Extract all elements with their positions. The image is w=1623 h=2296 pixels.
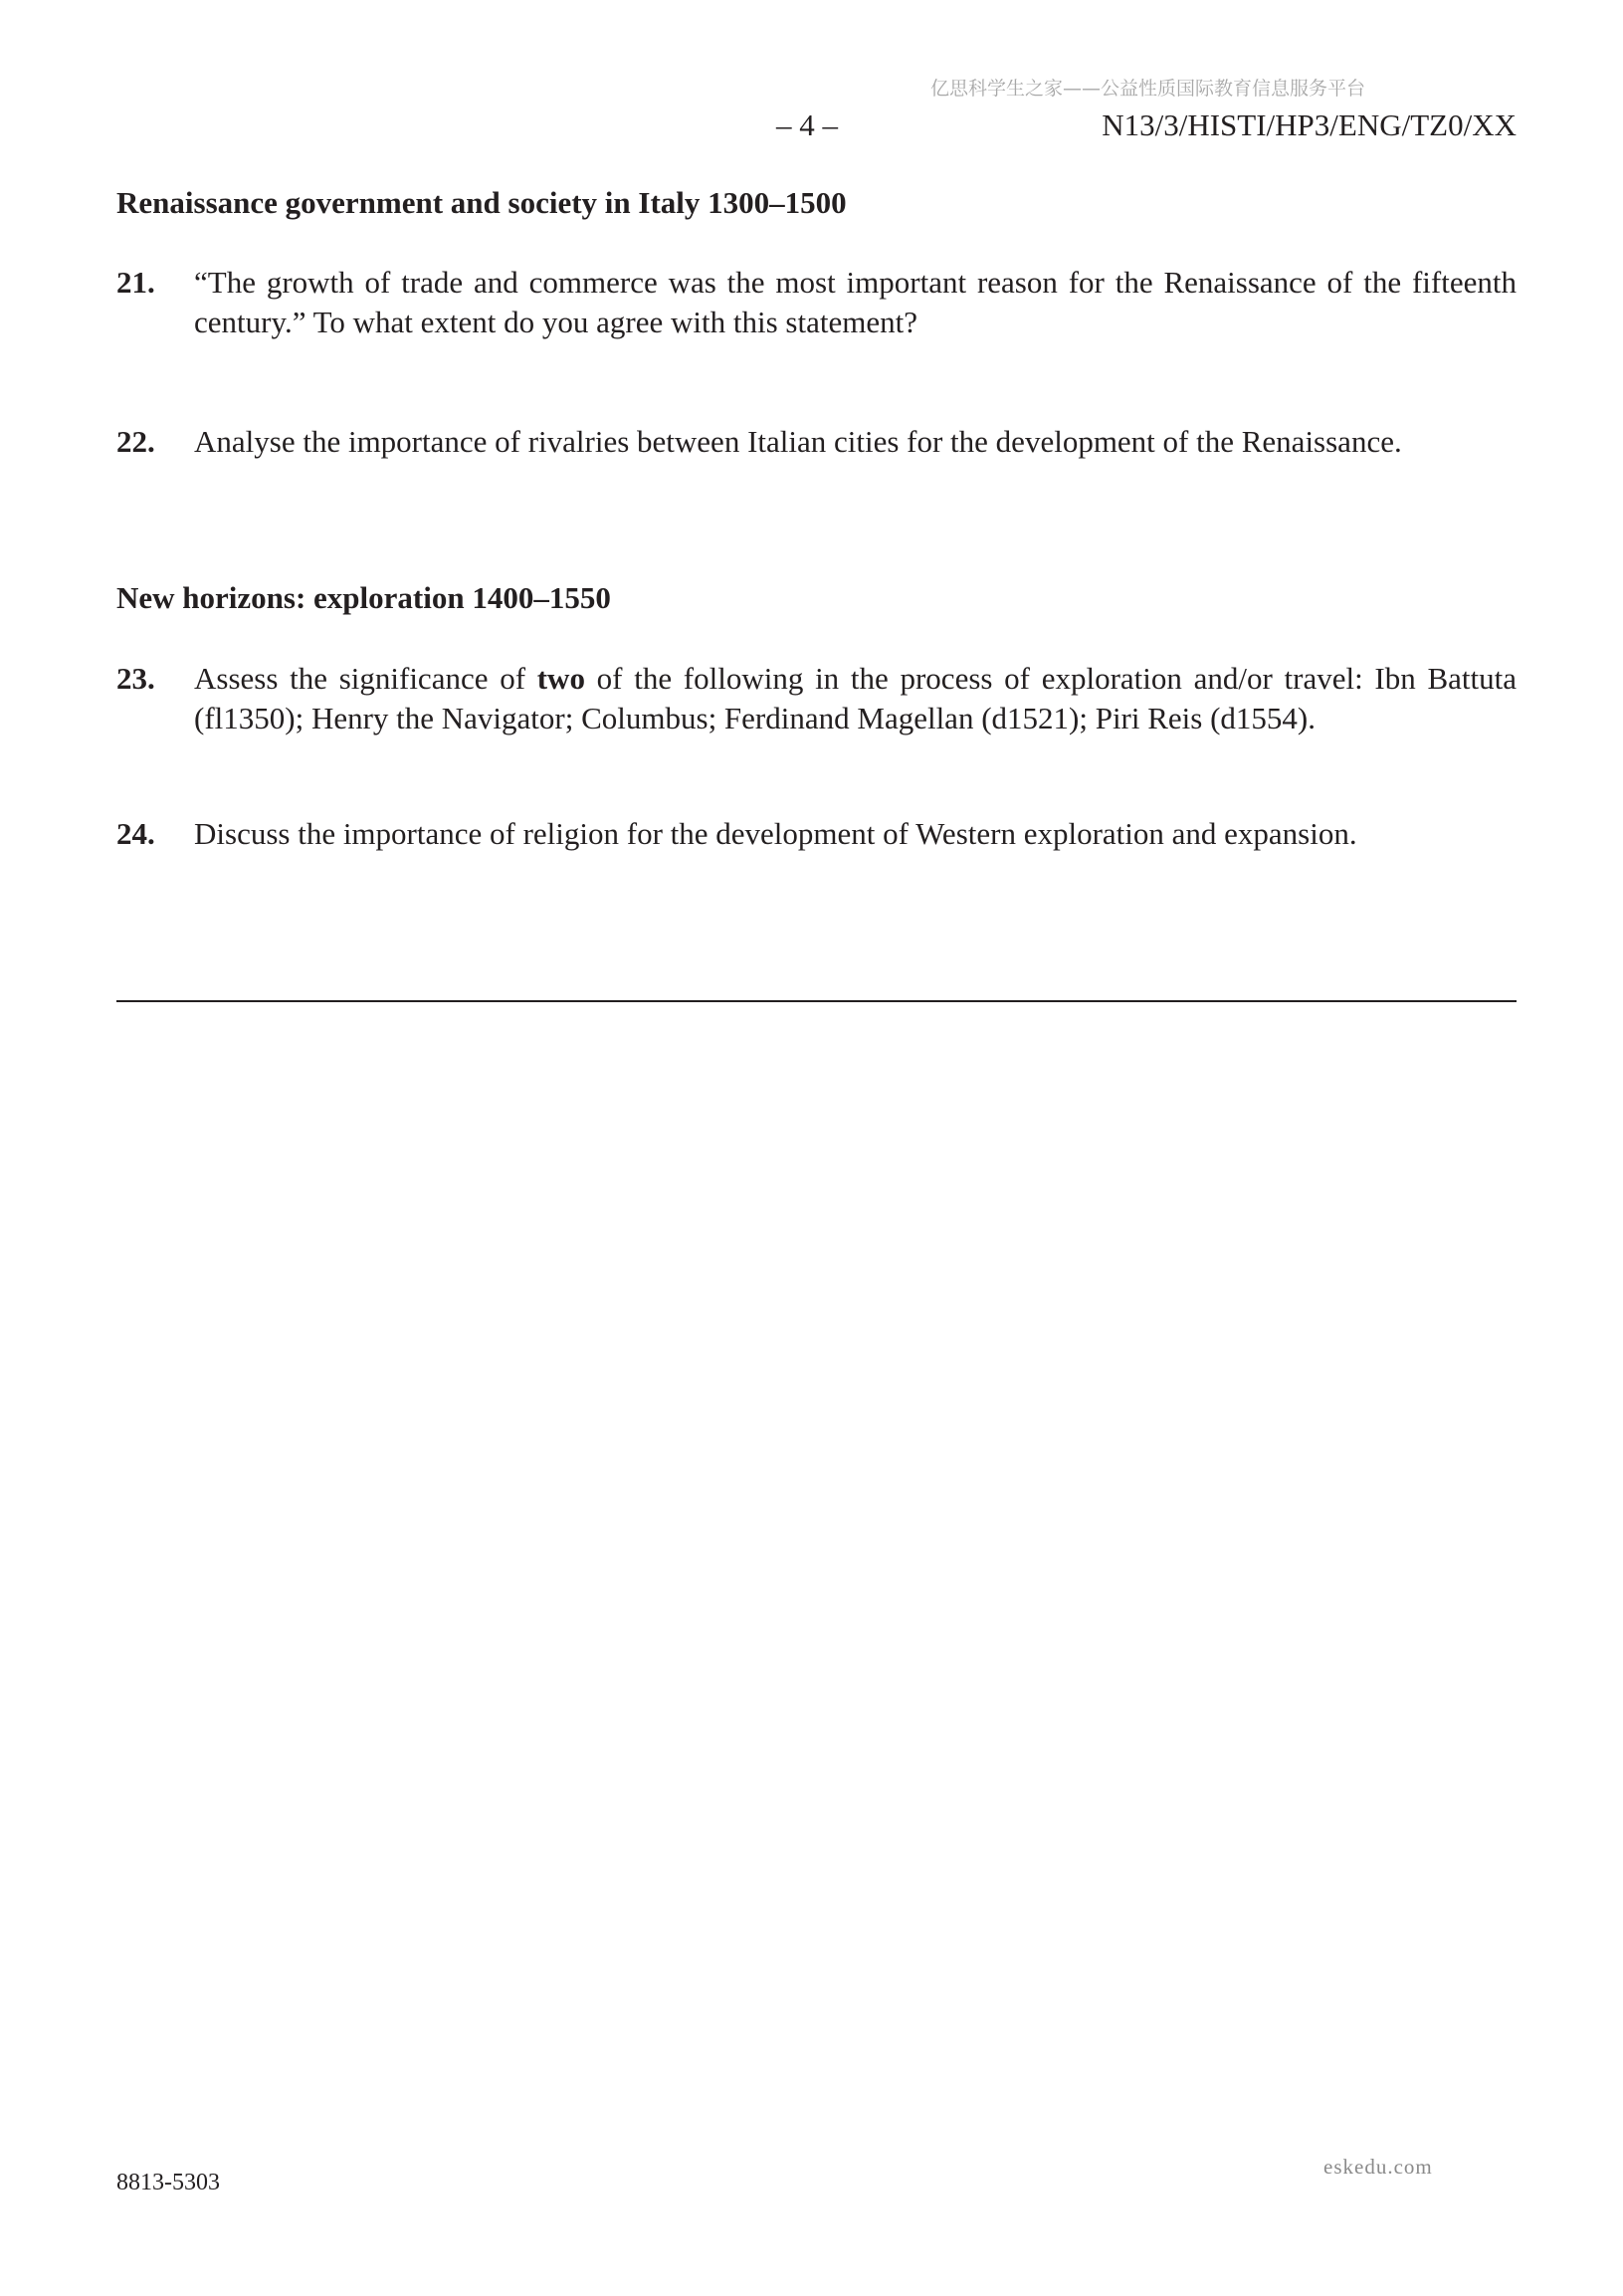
question-number: 24.	[116, 816, 155, 851]
end-rule	[116, 1000, 1517, 1002]
question-text-part: Assess the significance of	[194, 661, 537, 696]
footer-paper-code: 8813-5303	[116, 2170, 220, 2195]
section-heading-renaissance: Renaissance government and society in Italy 1300–1500	[116, 185, 847, 220]
question-text: Discuss the importance of religion for the development of Western exploration and expansion.	[194, 816, 1357, 851]
header-watermark: 亿思科学生之家——公益性质国际教育信息服务平台	[930, 78, 1366, 100]
document-code: N13/3/HISTI/HP3/ENG/TZ0/XX	[1102, 107, 1517, 142]
section-heading-exploration: New horizons: exploration 1400–1550	[116, 580, 611, 615]
page-number: – 4 –	[776, 107, 838, 142]
question-text: “The growth of trade and commerce was the most important reason for the Renaissance of the fifteenth century.” To what extent do you agree with this statement?	[194, 265, 1517, 339]
question-22	[116, 422, 1517, 462]
question-text: Analyse the importance of rivalries between Italian cities for the development of the Renaissance.	[194, 424, 1402, 459]
question-number: 22.	[116, 424, 155, 459]
footer-watermark: eskedu.com	[1323, 2155, 1433, 2179]
question-number: 23.	[116, 661, 155, 696]
question-text	[194, 659, 1517, 738]
question-24	[116, 814, 1517, 854]
question-number: 21.	[116, 265, 155, 300]
question-text-emphasis: two	[536, 661, 585, 696]
question-23	[116, 659, 1517, 738]
question-21	[116, 263, 1517, 342]
question-text-part: of the following in the process of exploration and/or travel: Ibn Battuta (fl1350); Henry the Navigator; Columbus; Ferdinand Magellan (d1521); Piri Reis (d1554).	[194, 661, 1517, 735]
